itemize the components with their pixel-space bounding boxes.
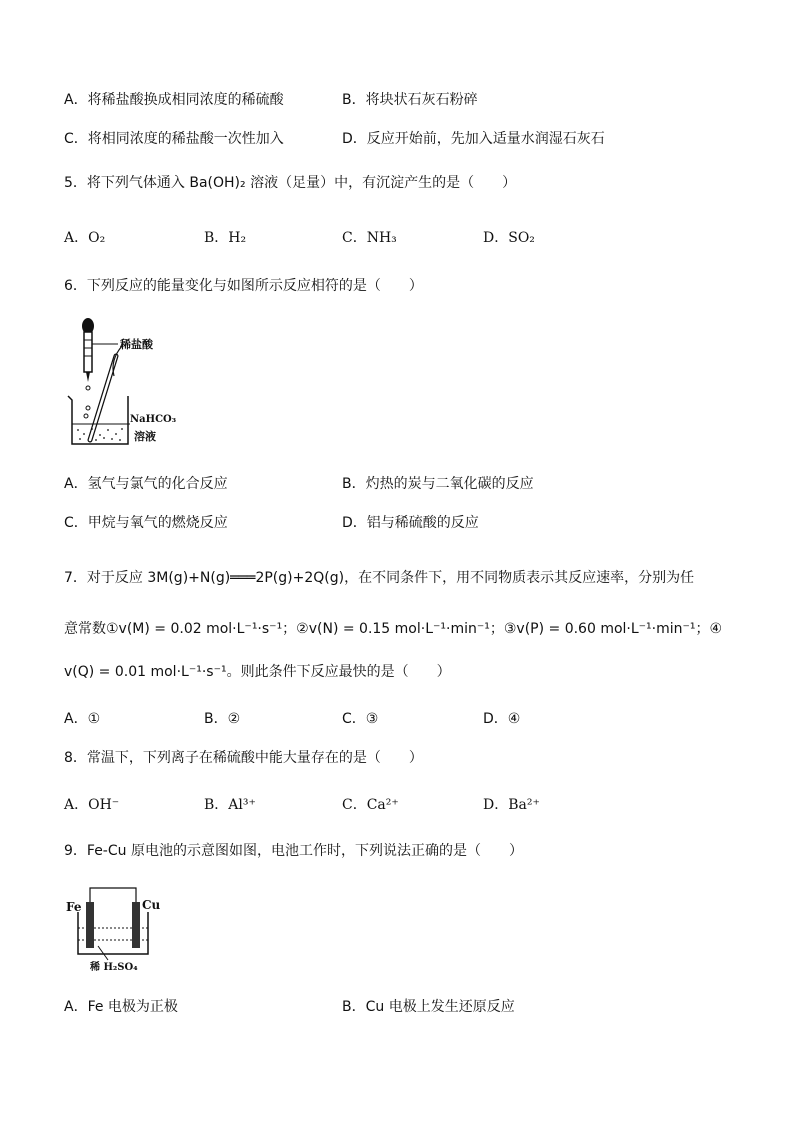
q6-option-b: B．灼热的炭与二氧化碳的反应 bbox=[342, 476, 534, 492]
cu-electrode bbox=[132, 902, 140, 948]
label-dilute-hcl: 稀盐酸 bbox=[120, 338, 153, 351]
q6-option-d: D．铝与稀硫酸的反应 bbox=[342, 515, 479, 531]
q7-line-2: 意常数①v(M) = 0.02 mol·L⁻¹·s⁻¹；②v(N) = 0.15 mol·L⁻¹·min⁻¹；③v(P) = 0.60 mol·L⁻¹·min⁻¹；④ bbox=[64, 621, 723, 637]
q7-line-3: v(Q) = 0.01 mol·L⁻¹·s⁻¹。则此条件下反应最快的是（ ） bbox=[64, 664, 451, 680]
q8-stem: 8．常温下，下列离子在稀硫酸中能大量存在的是（ ） bbox=[64, 750, 423, 766]
q9-option-a: A．Fe 电极为正极 bbox=[64, 999, 178, 1015]
q4-option-b: B．将块状石灰石粉碎 bbox=[342, 92, 478, 108]
q5-option-a: A．O₂ bbox=[64, 230, 106, 246]
q9-cell-figure bbox=[64, 882, 164, 974]
q8-option-b: B．Al³⁺ bbox=[204, 797, 256, 813]
q8-option-c: C．Ca²⁺ bbox=[342, 797, 399, 813]
label-solution: 溶液 bbox=[134, 430, 156, 443]
fe-electrode bbox=[86, 902, 94, 948]
q9-stem: 9．Fe-Cu 原电池的示意图如图，电池工作时，下列说法正确的是（ ） bbox=[64, 843, 523, 859]
q7-option-b: B．② bbox=[204, 711, 241, 727]
q5-stem: 5．将下列气体通入 Ba(OH)₂ 溶液（足量）中，有沉淀产生的是（ ） bbox=[64, 175, 517, 191]
q4-option-c: C．将相同浓度的稀盐酸一次性加入 bbox=[64, 131, 284, 147]
q4-option-a: A．将稀盐酸换成相同浓度的稀硫酸 bbox=[64, 92, 284, 108]
q4-option-d: D．反应开始前，先加入适量水润湿石灰石 bbox=[342, 131, 605, 147]
q7-option-d: D．④ bbox=[483, 711, 521, 727]
label-cu: Cu bbox=[142, 898, 161, 912]
q8-option-a: A．OH⁻ bbox=[64, 797, 120, 813]
q7-option-c: C．③ bbox=[342, 711, 379, 727]
q7-line-1: 7．对于反应 3M(g)+N(g)═══2P(g)+2Q(g)，在不同条件下，用不同物质表示其反应速率，分别为任 bbox=[64, 570, 695, 586]
q5-option-b: B．H₂ bbox=[204, 230, 247, 246]
q5-option-d: D．SO₂ bbox=[483, 230, 535, 246]
dropper-tube bbox=[84, 332, 92, 372]
q8-option-d: D．Ba²⁺ bbox=[483, 797, 540, 813]
label-fe: Fe bbox=[66, 900, 82, 914]
label-nahco3: NaHCO₃ bbox=[130, 414, 177, 425]
q6-beaker-figure bbox=[62, 316, 182, 452]
q5-option-c: C．NH₃ bbox=[342, 230, 397, 246]
q6-option-a: A．氢气与氯气的化合反应 bbox=[64, 476, 228, 492]
q6-stem: 6．下列反应的能量变化与如图所示反应相符的是（ ） bbox=[64, 278, 423, 294]
q9-option-b: B．Cu 电极上发生还原反应 bbox=[342, 999, 515, 1015]
q6-option-c: C．甲烷与氧气的燃烧反应 bbox=[64, 515, 228, 531]
q7-option-a: A．① bbox=[64, 711, 101, 727]
label-dilute-h2so4: 稀 H₂SO₄ bbox=[90, 962, 138, 973]
